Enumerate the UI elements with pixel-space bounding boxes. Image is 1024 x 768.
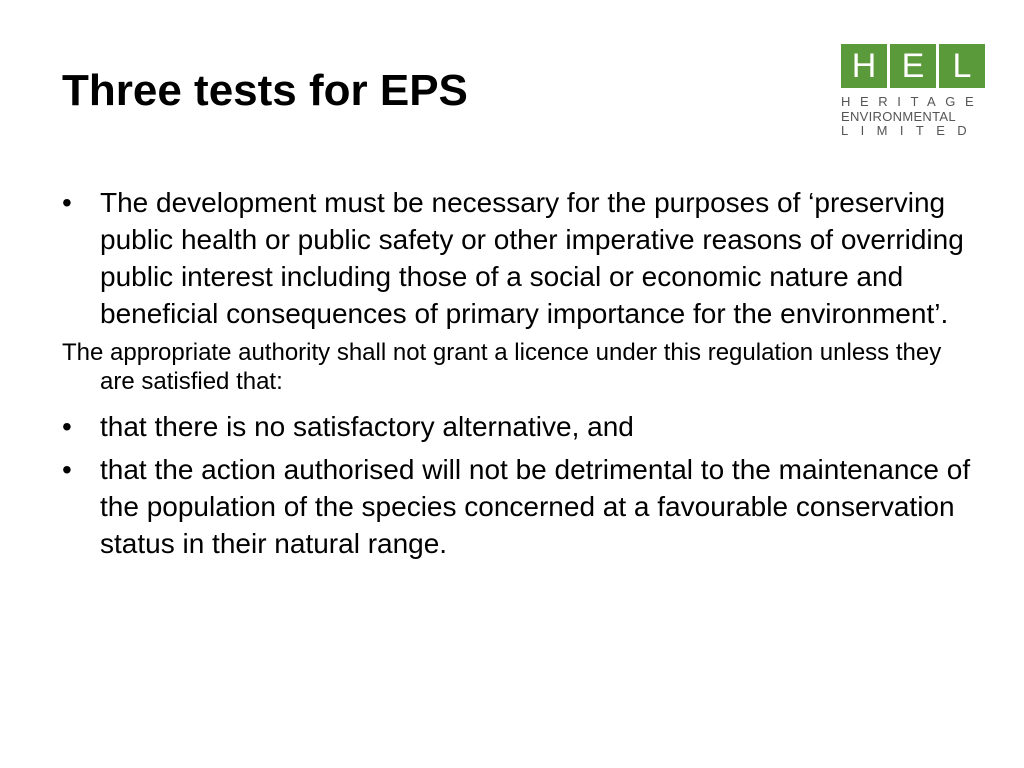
logo-letter-boxes (841, 44, 991, 88)
bullet-marker: • (62, 187, 72, 218)
bullet-marker: • (62, 411, 72, 442)
logo-letter-l: L (939, 44, 985, 88)
logo-line-limited: LIMITED (841, 123, 980, 138)
logo-letter-e: E (890, 44, 936, 88)
bullet-text: that there is no satisfactory alternative, and (100, 411, 634, 442)
bullet-item (62, 184, 982, 332)
hel-logo (841, 44, 991, 139)
body-paragraph: The appropriate authority shall not grant a licence under this regulation unless they are satisfied that: (62, 339, 942, 395)
logo-line-heritage: HERITAGE (841, 94, 984, 109)
logo-line-environmental: ENVIRONMENTAL (841, 108, 956, 124)
logo-letter-h: H (841, 44, 887, 88)
logo-wordmark (841, 95, 991, 139)
bullet-item (62, 408, 982, 445)
slide-body (62, 184, 982, 568)
slide-title: Three tests for EPS (62, 66, 468, 115)
bullet-text: The development must be necessary for the purposes of ‘preserving public health or public safety or other imperative reasons of overriding public interest including those of a social or economic nature and beneficial consequences of primary importance for the environment’. (100, 187, 964, 329)
bullet-item (62, 451, 982, 562)
bullet-marker: • (62, 454, 72, 485)
bullet-text: that the action authorised will not be detrimental to the maintenance of the population of the species concerned at a favourable conservation status in their natural range. (100, 454, 971, 559)
